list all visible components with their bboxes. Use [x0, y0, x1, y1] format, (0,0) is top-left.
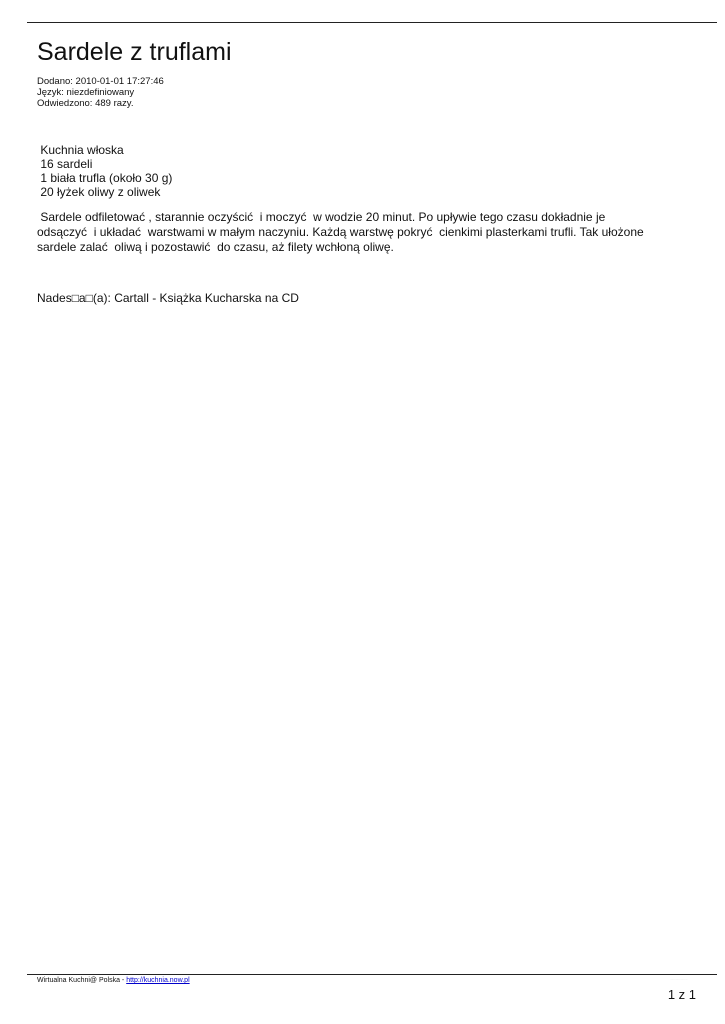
footer-site-link[interactable]: http://kuchnia.now.pl [126, 977, 190, 984]
meta-language: Język: niezdefiniowany [37, 87, 135, 98]
meta-added: Dodano: 2010-01-01 17:27:46 [37, 76, 164, 87]
ingredient-line: 1 biała trufla (około 30 g) [37, 171, 173, 185]
top-divider [27, 22, 717, 23]
instructions-line: sardele zalać oliwą i pozostawić do czasu, aż filety wchłoną oliwę. [37, 240, 394, 254]
footer-watermark: ····················· [670, 978, 688, 981]
ingredient-line: Kuchnia włoska [37, 143, 124, 157]
ingredient-line: 16 sardeli [37, 157, 93, 171]
sender-line: Nades□a□(a): Cartall - Książka Kucharska na CD [37, 291, 299, 305]
instructions-line: Sardele odfiletować , starannie oczyścić i moczyć w wodzie 20 minut. Po upływie tego czasu dokładnie je [37, 210, 606, 224]
bottom-divider [27, 974, 717, 975]
recipe-title: Sardele z truflami [37, 38, 232, 66]
footer-source [37, 976, 190, 985]
meta-visited: Odwiedzono: 489 razy. [37, 98, 134, 109]
page-number: 1 z 1 [667, 987, 696, 1002]
footer-site-name: Wirtualna Kuchni@ Polska - [37, 977, 127, 984]
ingredient-line: 20 łyżek oliwy z oliwek [37, 185, 161, 199]
instructions-paragraph [37, 210, 677, 255]
instructions-line: odsączyć i układać warstwami w małym naczyniu. Każdą warstwę pokryć cienkimi plasterkami trufli. Tak ułożone [37, 225, 644, 239]
recipe-meta [37, 76, 164, 109]
ingredients-list [37, 143, 172, 199]
